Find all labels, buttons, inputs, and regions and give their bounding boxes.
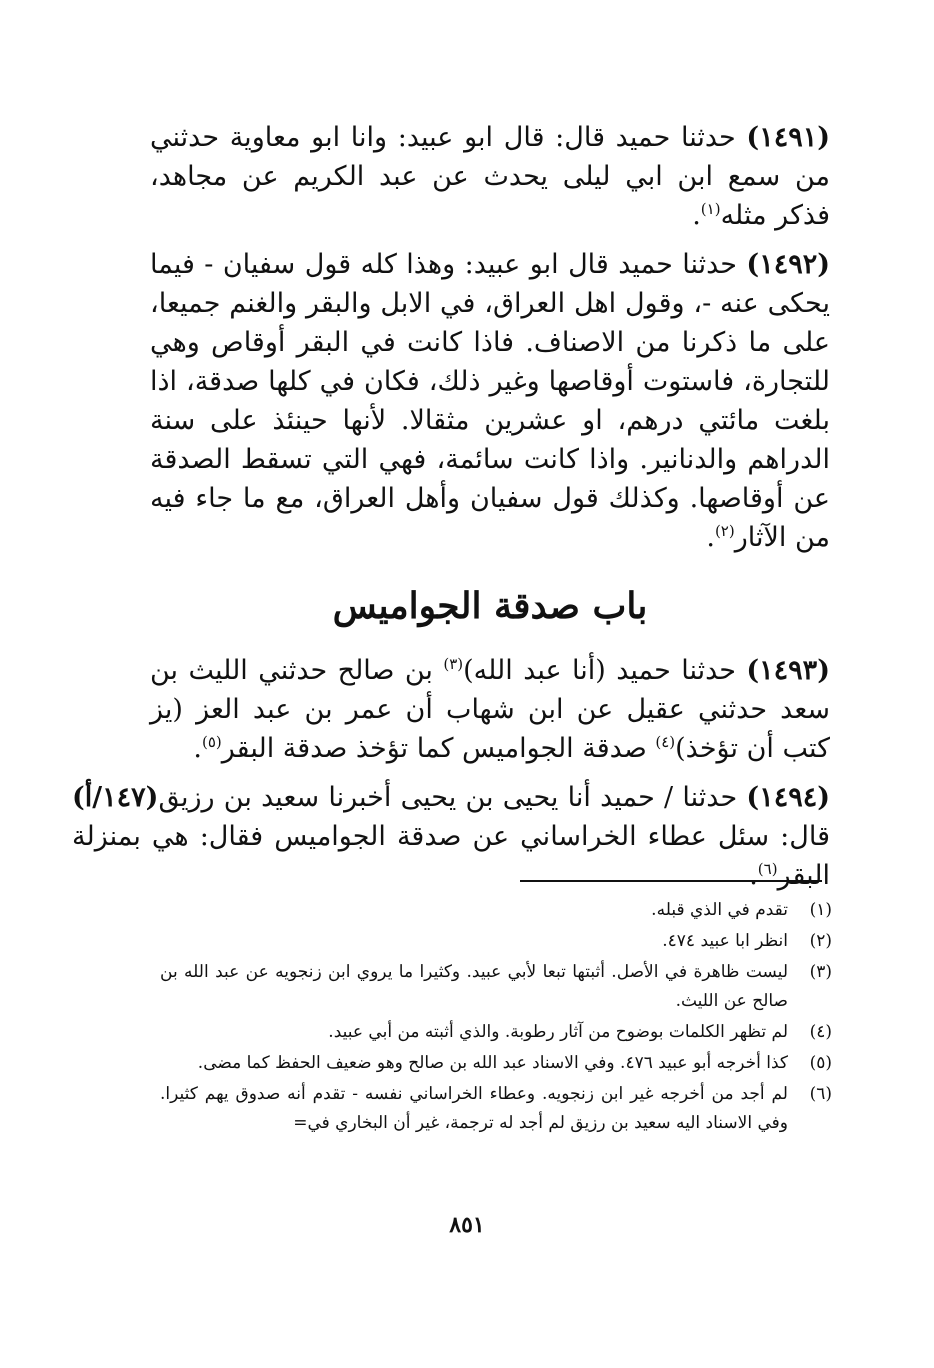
main-text bbox=[72, 118, 830, 905]
footnote-text: ليست ظاهرة في الأصل. أثبتها تبعا لأبي عبيد. وكثيرا ما يروي ابن زنجويه عن عبد الله بن صالح عن الليث. bbox=[160, 962, 788, 1011]
footnote-number: (٦) bbox=[809, 1084, 832, 1104]
paragraph-text-a: حدثنا / حميد أنا يحيى بن يحيى أخبرنا سعيد بن رزيق bbox=[158, 782, 738, 813]
footnote-number: (١) bbox=[809, 900, 832, 920]
footnote-number: (٥) bbox=[809, 1053, 832, 1073]
footnote-number: (٤) bbox=[809, 1022, 832, 1042]
paragraph-text: حدثنا حميد قال: قال ابو عبيد: وانا ابو معاوية حدثني من سمع ابن ابي ليلى يحدث عن عبد الكريم عن مجاهد، فذكر مثله bbox=[150, 122, 830, 231]
folio-marker: (١٤٧/أ) bbox=[72, 782, 159, 813]
paragraph-text-b: قال: سئل عطاء الخراساني عن صدقة الجواميس فقال: هي بمنزلة البقر bbox=[72, 821, 830, 891]
footnote-separator bbox=[520, 880, 822, 882]
footnote-number: (٢) bbox=[809, 931, 832, 951]
paragraph-text: حدثنا حميد قال ابو عبيد: وهذا كله قول سفيان - فيما يحكى عنه -، وقول اهل العراق، في الابل والبقر والغنم جميعا، على ما ذكرنا من الاصناف. فاذا كانت في البقر أوقاص وهي للتجارة، فاستوت أوقاصها وغير ذلك، فكان في كلها صدقة، اذا بلغت مائتي درهم، او عشرين مثقالا. لأنها حينئذ على سنة الدراهم والدنانير. واذا كانت سائمة، فهي التي تسقط الصدقة عن أوقاصها. وكذلك قول سفيان وأهل العراق، مع ما جاء فيه من الآثار bbox=[150, 249, 830, 553]
paragraph-text-b: بن صالح حدثني الليث بن سعد حدثني عقيل عن ابن شهاب أن عمر بن عبد العز (يز كتب أن تؤخذ) bbox=[150, 655, 830, 764]
footnote-ref-2: (٢) bbox=[714, 522, 735, 540]
paragraph-1491 bbox=[150, 118, 830, 235]
footnote-ref-4: (٤) bbox=[655, 733, 676, 751]
paragraph-number: (١٤٩٢) bbox=[746, 249, 830, 280]
footnote-text: كذا أخرجه أبو عبيد ٤٧٦. وفي الاسناد عبد الله بن صالح وهو ضعيف الحفظ كما مضى. bbox=[197, 1053, 788, 1073]
footnote-ref-5: (٥) bbox=[202, 733, 222, 751]
footnote-item bbox=[160, 1049, 832, 1078]
paragraph-1492 bbox=[150, 245, 830, 557]
footnote-ref-3: (٣) bbox=[443, 655, 464, 673]
footnote-item bbox=[160, 958, 832, 1016]
paragraph-end: . bbox=[692, 200, 701, 231]
chapter-title: باب صدقة الجواميس bbox=[332, 585, 648, 627]
paragraph-text-c: صدقة الجواميس كما تؤخذ صدقة البقر bbox=[221, 733, 647, 764]
footnote-number: (٣) bbox=[809, 962, 832, 982]
footnote-text: لم أجد من أخرجه غير ابن زنجويه. وعطاء الخراساني نفسه - تقدم أنه صدوق يهم كثيرا. وفي الاسناد اليه سعيد بن رزيق لم أجد له ترجمة، غير أن البخاري في= bbox=[160, 1084, 788, 1133]
footnotes bbox=[160, 896, 832, 1140]
page-number: ٨٥١ bbox=[449, 1212, 485, 1238]
paragraph-text-a: حدثنا حميد (أنا عبد الله) bbox=[463, 655, 736, 686]
footnote-text: لم تظهر الكلمات بوضوح من آثار رطوبة. والذي أثبته من أبي عبيد. bbox=[328, 1022, 788, 1042]
footnote-text: تقدم في الذي قبله. bbox=[651, 900, 788, 920]
paragraph-number: (١٤٩١) bbox=[746, 122, 830, 153]
footnote-ref-1: (١) bbox=[700, 200, 721, 218]
paragraph-number: (١٤٩٣) bbox=[746, 655, 830, 686]
footnote-item bbox=[160, 896, 832, 925]
paragraph-number: (١٤٩٤) bbox=[746, 782, 830, 813]
footnote-text: انظر ابا عبيد ٤٧٤. bbox=[662, 931, 788, 951]
footnote-item bbox=[160, 927, 832, 956]
paragraph-end: . bbox=[193, 733, 202, 764]
footnote-item bbox=[160, 1018, 832, 1047]
footnote-item bbox=[160, 1080, 832, 1138]
paragraph-1493 bbox=[150, 651, 830, 768]
paragraph-1494 bbox=[72, 778, 830, 895]
paragraph-end: . bbox=[749, 860, 758, 891]
footnote-ref-6: (٦) bbox=[757, 860, 778, 878]
paragraph-end: . bbox=[706, 522, 715, 553]
